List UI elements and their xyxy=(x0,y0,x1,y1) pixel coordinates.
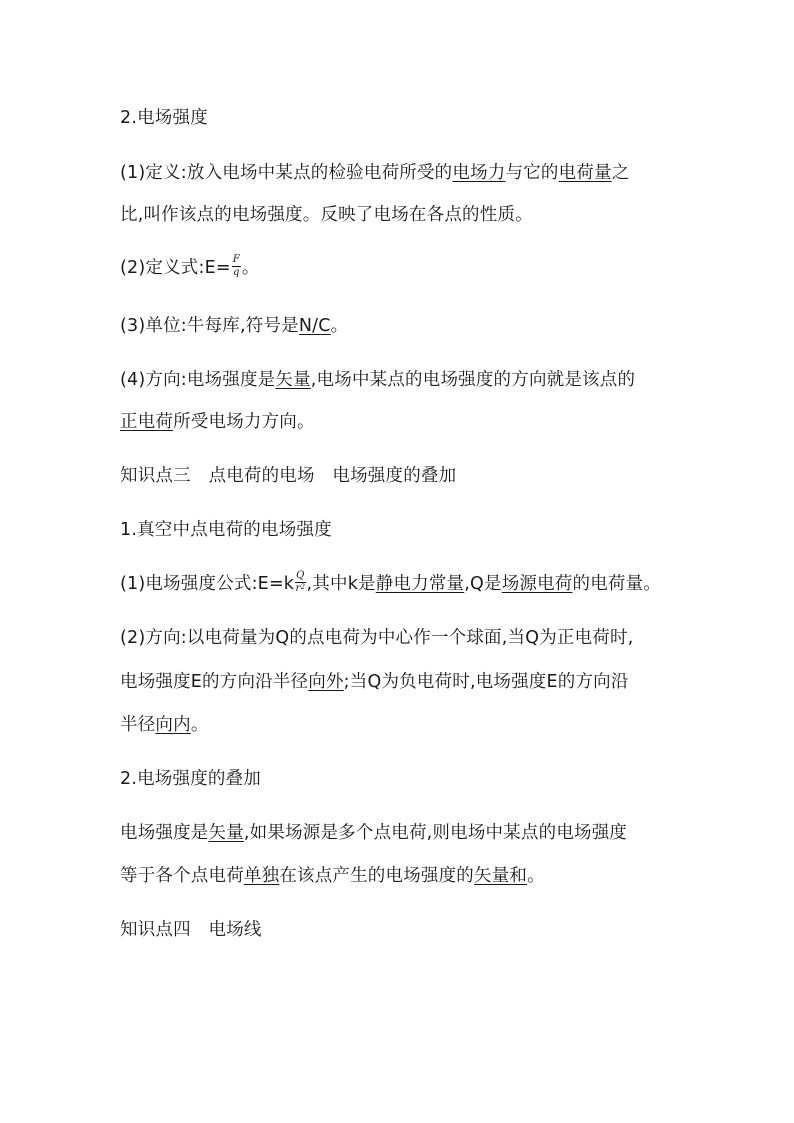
point-charge-formula: (1)电场强度公式:E=k $\frac{Q}{r^2}$ ,其中k是静电力常量,Q是场源电荷的电荷量。 xyxy=(120,569,661,594)
subsection-heading-superposition: 2.电场强度的叠加 xyxy=(120,769,261,789)
underlined-term: 正电荷 xyxy=(120,412,174,432)
definition-line-2: 比,叫作该点的电场强度。反映了电场在各点的性质。 xyxy=(120,205,533,225)
definition-formula: (2)定义式:E= $\frac{F}{q}$ 。 xyxy=(120,253,260,278)
underlined-term: 单独 xyxy=(243,866,280,886)
underlined-term: 向内 xyxy=(155,715,191,735)
underlined-term: 场源电荷 xyxy=(501,574,573,594)
underlined-term: 矢量和 xyxy=(474,866,528,886)
underlined-term: 矢量 xyxy=(208,823,244,843)
direction2-line-3: 半径向内。 xyxy=(120,715,209,735)
underlined-term: 向外 xyxy=(308,672,344,692)
direction2-line-1: (2)方向:以电荷量为Q的点电荷为中心作一个球面,当Q为正电荷时, xyxy=(120,628,634,648)
underlined-term: 矢量 xyxy=(275,370,311,390)
direction-line-2: 正电荷所受电场力方向。 xyxy=(120,412,315,432)
fraction-q-over-r-squared: $\frac{Q}{r^2}$ xyxy=(295,569,306,594)
direction-line-1: (4)方向:电场强度是矢量,电场中某点的电场强度的方向就是该点的 xyxy=(120,370,636,390)
subsection-heading-point-charge: 1.真空中点电荷的电场强度 xyxy=(120,520,332,540)
knowledge-point-4-heading: 知识点四 电场线 xyxy=(120,920,262,940)
section-heading-field-strength: 2.电场强度 xyxy=(120,108,208,128)
underlined-term: 电荷量 xyxy=(558,163,612,183)
definition-line-1: (1)定义:放入电场中某点的检验电荷所受的电场力与它的电荷量之 xyxy=(120,163,630,183)
unit-line: (3)单位:牛每库,符号是N/C。 xyxy=(120,316,349,336)
superposition-line-2: 等于各个点电荷单独在该点产生的电场强度的矢量和。 xyxy=(120,866,545,886)
underlined-term: N/C xyxy=(298,316,331,336)
superposition-line-1: 电场强度是矢量,如果场源是多个点电荷,则电场中某点的电场强度 xyxy=(120,823,628,843)
fraction-f-over-q: $\frac{F}{q}$ xyxy=(232,253,240,278)
direction2-line-2: 电场强度E的方向沿半径向外;当Q为负电荷时,电场强度E的方向沿 xyxy=(120,672,629,692)
underlined-term: 静电力常量 xyxy=(375,574,465,594)
knowledge-point-3-heading: 知识点三 点电荷的电场 电场强度的叠加 xyxy=(120,466,457,486)
underlined-term: 电场力 xyxy=(452,163,506,183)
